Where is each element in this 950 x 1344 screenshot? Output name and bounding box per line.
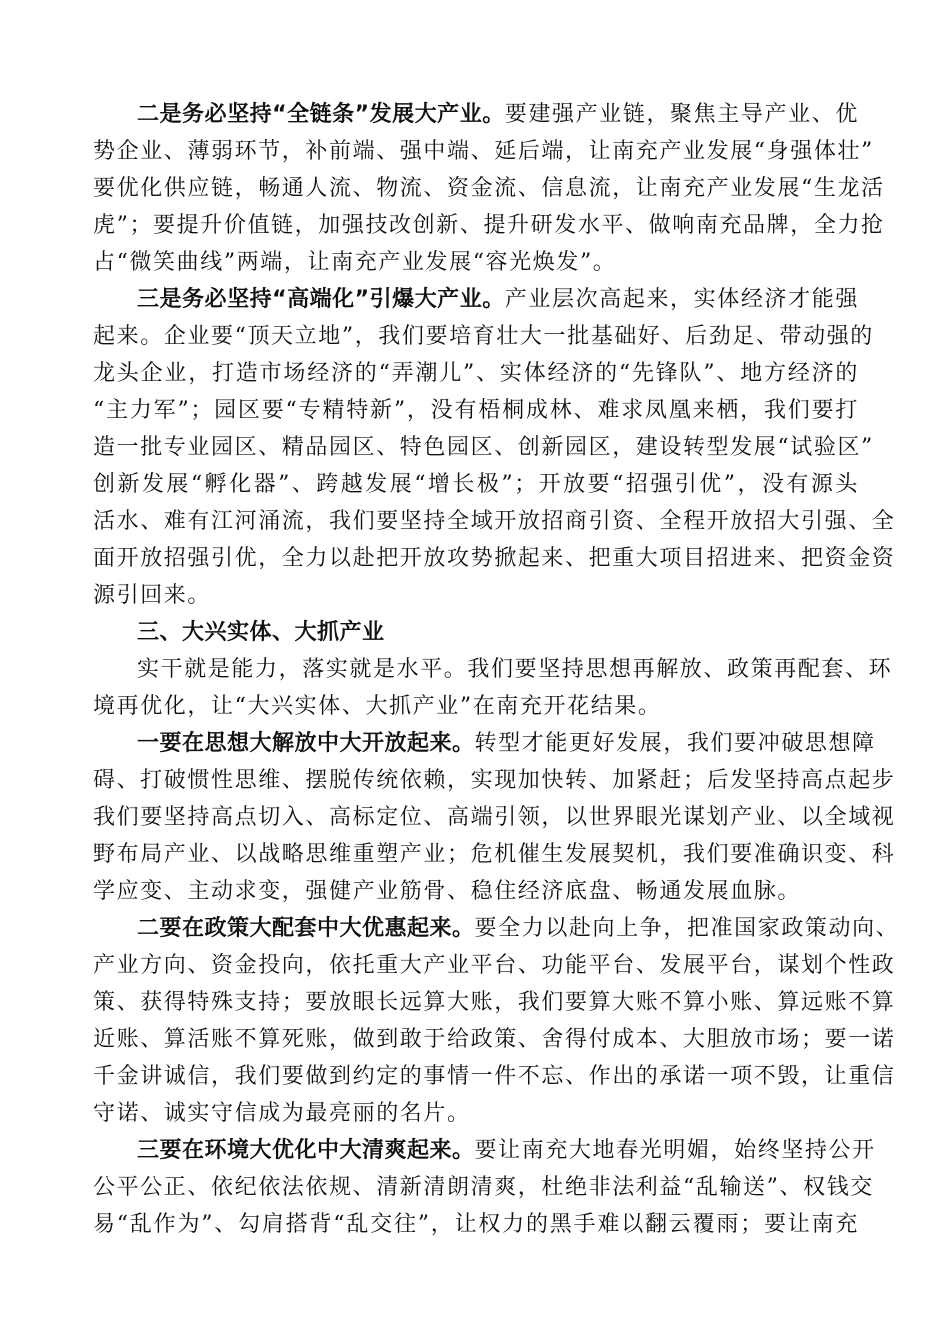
paragraph-1-line-4: 虎”；要提升价值链，加强技改创新、提升研发水平、做响南充品牌，全力抢 — [93, 213, 885, 238]
paragraph-2-line-4: “主力军”；园区要“专精特新”，没有梧桐成林、难求凤凰来栖，我们要打 — [93, 398, 859, 423]
paragraph-4-line-5: 学应变、主动求变，强健产业筋骨、稳住经济底盘、畅通发展血脉。 — [93, 879, 802, 904]
paragraph-5-line-3: 策、获得特殊支持；要放眼长远算大账，我们要算大账不算小账、算远账不算 — [93, 990, 896, 1015]
paragraph-5-line-2: 产业方向、资金投向，依托重大产业平台、功能平台、发展平台，谋划个性政 — [93, 953, 896, 978]
paragraph-2-line-3: 龙头企业，打造市场经济的“弄潮儿”、实体经济的“先锋队”、地方经济的 — [93, 361, 859, 386]
paragraph-5-line-4: 近账、算活账不算死账，做到敢于给政策、舍得付成本、大胆放市场；要一诺 — [93, 1027, 896, 1052]
paragraph-6-lead: 三要在环境大优化中大清爽起来。 — [137, 1138, 475, 1163]
paragraph-5-line-1 — [93, 910, 900, 947]
paragraph-2-line-1 — [93, 281, 859, 318]
paragraph-4-line-1 — [93, 725, 876, 762]
paragraph-5-line-5: 千金讲诚信，我们要做到约定的事情一件不忘、作出的承诺一项不毁，让重信 — [93, 1064, 896, 1089]
paragraph-2-line-8: 面开放招强引优，全力以赴把开放攻势掀起来、把重大项目招进来、把资金资 — [93, 546, 896, 571]
paragraph-1-line-3: 要优化供应链，畅通人流、物流、资金流、信息流，让南充产业发展“生龙活 — [93, 176, 885, 201]
paragraph-2-line-2: 起来。企业要“顶天立地”，我们要培育壮大一批基础好、后劲足、带动强的 — [93, 324, 874, 349]
paragraph-2-line-5: 造一批专业园区、精品园区、特色园区、创新园区，建设转型发展“试验区” — [93, 435, 874, 460]
paragraph-2-line-6: 创新发展“孵化器”、跨越发展“增长极”；开放要“招强引优”，没有源头 — [93, 472, 859, 497]
paragraph-text: 要建强产业链，聚焦主导产业、优 — [504, 102, 859, 127]
document-body — [93, 96, 900, 1243]
paragraph-text: 要让南充大地春光明媚，始终坚持公开 — [474, 1138, 876, 1163]
paragraph-5-line-6: 守诺、诚实守信成为最亮丽的名片。 — [93, 1101, 471, 1126]
paragraph-2-line-7: 活水、难有江河涌流，我们要坚持全域开放招商引资、全程开放招大引强、全 — [93, 509, 896, 534]
paragraph-intro-line-2: 境再优化，让“大兴实体、大抓产业”在南充开花结果。 — [93, 694, 662, 719]
paragraph-1-line-5: 占“微笑曲线”两端，让南充产业发展“容光焕发”。 — [93, 250, 617, 275]
paragraph-intro-line-1: 实干就是能力，落实就是水平。我们要坚持思想再解放、政策再配套、环 — [137, 657, 893, 682]
paragraph-text: 转型才能更好发展，我们要冲破思想障 — [474, 731, 876, 756]
paragraph-2-lead: 三是务必坚持“高端化”引爆大产业。 — [137, 287, 505, 312]
paragraph-4-line-4: 野布局产业、以战略思维重塑产业；危机催生发展契机，我们要准确识变、科 — [93, 842, 896, 867]
paragraph-6-line-2: 公平公正、依纪依法依规、清新清朗清爽，杜绝非法利益“乱输送”、权钱交 — [93, 1175, 874, 1200]
section-heading: 三、大兴实体、大抓产业 — [137, 620, 385, 645]
paragraph-text: 要全力以赴向上争，把准国家政策动向、 — [474, 916, 900, 941]
paragraph-text: 产业层次高起来，实体经济才能强 — [504, 287, 859, 312]
paragraph-4-line-3: 我们要坚持高点切入、高标定位、高端引领，以世界眼光谋划产业、以全域视 — [93, 805, 896, 830]
paragraph-2-line-9: 源引回来。 — [93, 583, 212, 608]
paragraph-4-line-2: 碍、打破惯性思维、摆脱传统依赖，实现加快转、加紧赶；后发坚持高点起步 — [93, 768, 896, 793]
paragraph-1-line-1 — [93, 96, 859, 133]
paragraph-1-line-2: 势企业、薄弱环节，补前端、强中端、延后端，让南充产业发展“身强体壮” — [93, 139, 874, 164]
paragraph-5-lead: 二要在政策大配套中大优惠起来。 — [137, 916, 475, 941]
paragraph-1-lead: 二是务必坚持“全链条”发展大产业。 — [137, 102, 505, 127]
paragraph-6-line-3: 易“乱作为”、勾肩搭背“乱交往”，让权力的黑手难以翻云覆雨；要让南充 — [93, 1212, 859, 1237]
paragraph-6-line-1 — [93, 1132, 876, 1169]
paragraph-4-lead: 一要在思想大解放中大开放起来。 — [137, 731, 475, 756]
